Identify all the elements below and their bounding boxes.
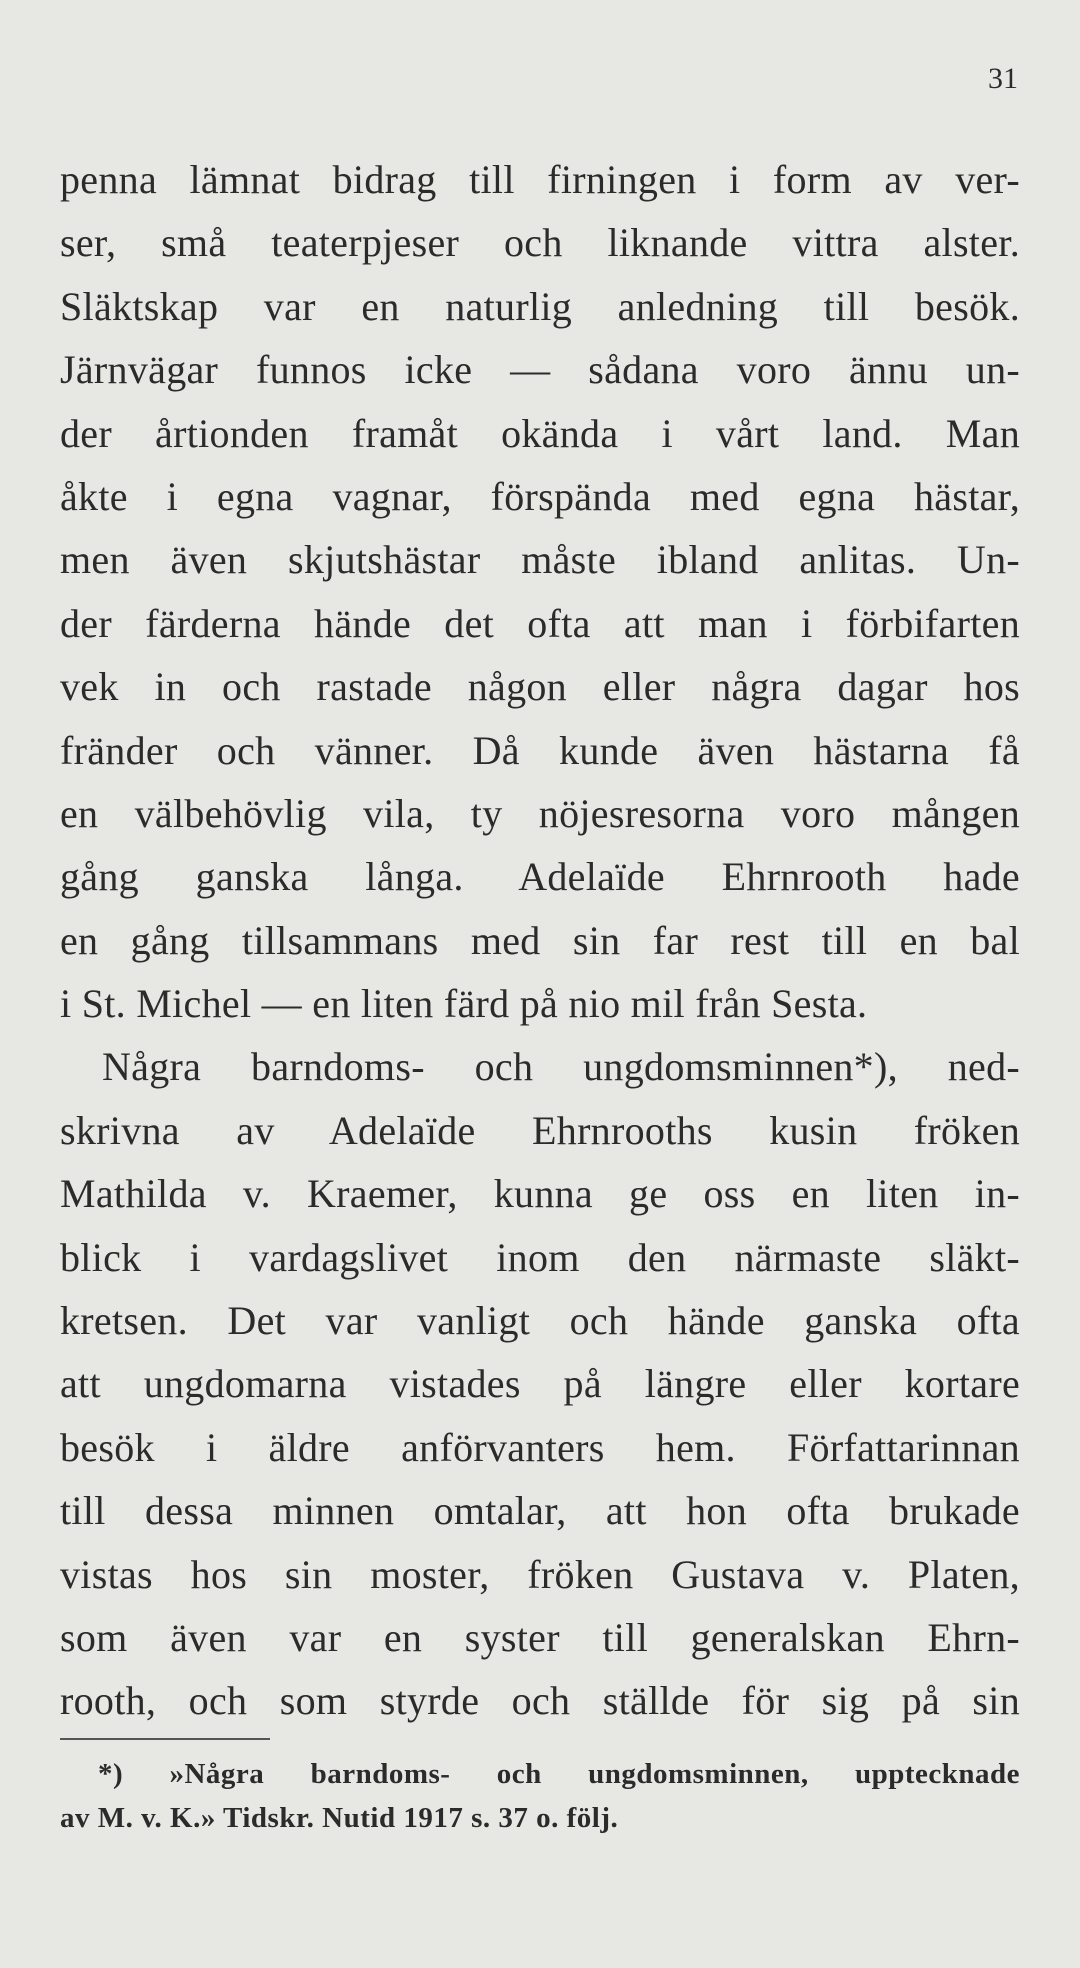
text-line: men även skjutshästar måste ibland anlitas. Un-: [60, 537, 1020, 583]
text-line: att ungdomarna vistades på längre eller kortare: [60, 1361, 1020, 1407]
text-line: en välbehövlig vila, ty nöjesresorna voro mången: [60, 790, 1020, 836]
footnote-line: av M. v. K.» Tidskr. Nutid 1917 s. 37 o. följ.: [60, 1802, 619, 1834]
text-line: kretsen. Det var vanligt och hände ganska ofta: [60, 1298, 1020, 1344]
text-line: Släktskap var en naturlig anledning till besök.: [60, 283, 1020, 329]
text-line: Järnvägar funnos icke — sådana voro ännu un-: [60, 347, 1020, 393]
text-line: der årtionden framåt okända i vårt land. Man: [60, 410, 1020, 456]
text-line: Några barndoms- och ungdomsminnen*), ned-: [102, 1044, 1020, 1090]
text-line: gång ganska långa. Adelaïde Ehrnrooth hade: [60, 854, 1020, 900]
text-line: i St. Michel — en liten färd på nio mil från Sesta.: [60, 981, 868, 1027]
body-text: [60, 148, 1020, 1733]
text-line: der färderna hände det ofta att man i förbifarten: [60, 600, 1020, 646]
text-line: besök i äldre anförvanters hem. Författarinnan: [60, 1424, 1020, 1470]
text-line: vistas hos sin moster, fröken Gustava v. Platen,: [60, 1551, 1020, 1597]
footnote: [60, 1752, 1020, 1840]
text-line: rooth, och som styrde och ställde för sig på sin: [60, 1678, 1020, 1724]
text-line: skrivna av Adelaïde Ehrnrooths kusin fröken: [60, 1107, 1020, 1153]
text-line: en gång tillsammans med sin far rest till en bal: [60, 917, 1020, 963]
text-line: fränder och vänner. Då kunde även hästarna få: [60, 727, 1020, 773]
text-line: Mathilda v. Kraemer, kunna ge oss en liten in-: [60, 1171, 1020, 1217]
text-line: vek in och rastade någon eller några dagar hos: [60, 664, 1020, 710]
page-number: 31: [988, 62, 1018, 95]
text-line: till dessa minnen omtalar, att hon ofta brukade: [60, 1488, 1020, 1534]
text-line: penna lämnat bidrag till firningen i form av ver-: [60, 157, 1020, 202]
text-line: ser, små teaterpjeser och liknande vittra alster.: [60, 220, 1020, 266]
text-line: blick i vardagslivet inom den närmaste släkt-: [60, 1234, 1020, 1280]
footnote-divider: [60, 1738, 270, 1740]
footnote-line: *) »Några barndoms- och ungdomsminnen, upptecknade: [98, 1758, 1020, 1790]
text-line: som även var en syster till generalskan Ehrn-: [60, 1614, 1020, 1660]
text-line: åkte i egna vagnar, förspända med egna hästar,: [60, 473, 1020, 519]
